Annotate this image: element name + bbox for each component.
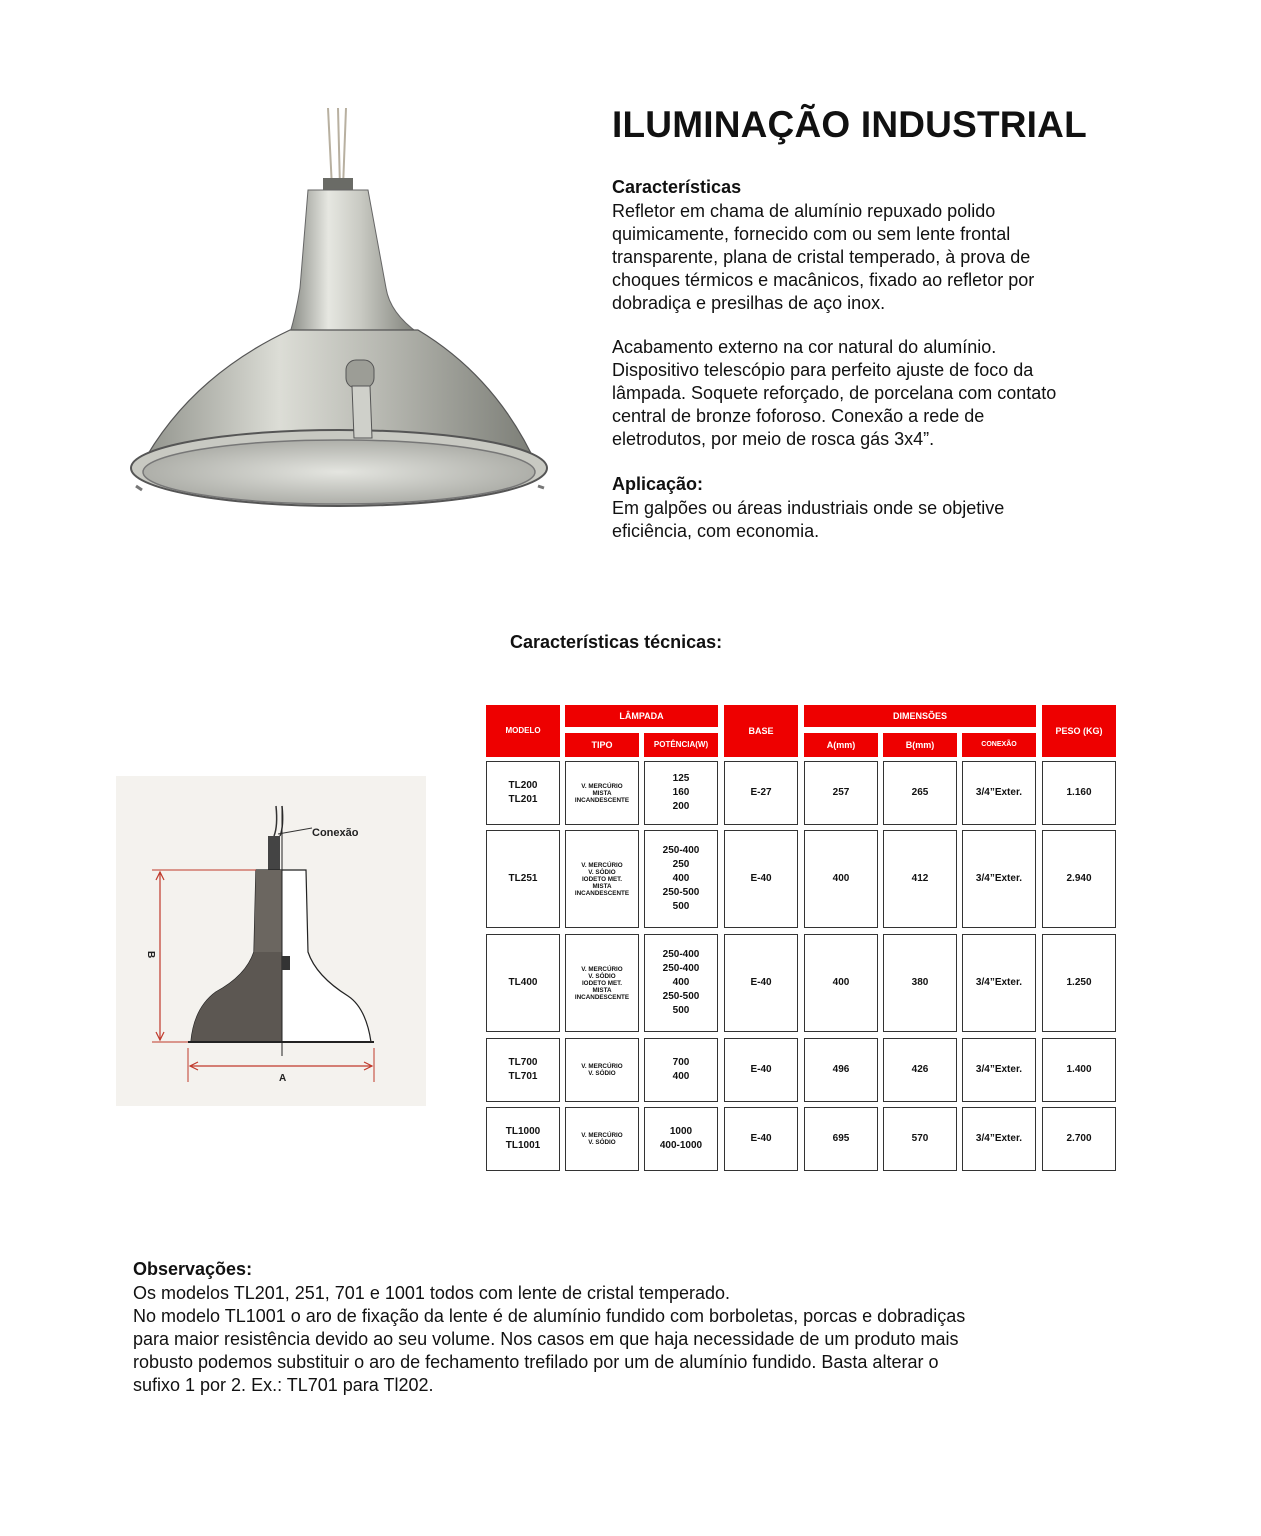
potencia-value: 400 [672,977,690,988]
cell-potencia [644,1038,718,1102]
cell-potencia [644,830,718,928]
header-lampada: LÂMPADA [565,705,718,727]
cell-tipo [565,1107,639,1171]
potencia-value: 250 [672,859,690,870]
potencia-value: 250-400 [662,963,700,974]
text-line: para maior resistência devido ao seu volume. Nos casos em que haja necessidade de um produto mais [133,1329,959,1349]
tipo-value: V. SÓDIO [588,972,616,980]
potencia-value: 1000 [669,1126,693,1137]
tipo-value: IODETO MET. [581,979,623,987]
potencia-value: 160 [672,787,690,798]
cell-modelo [486,934,560,1032]
cell-peso: 1.160 [1042,761,1116,825]
aplicacao-paragraph [612,497,1172,543]
header-conexao: CONEXÃO [962,733,1036,757]
cell-tipo [565,934,639,1032]
potencia-value: 500 [672,901,690,912]
cell-potencia [644,934,718,1032]
cell-tipo [565,761,639,825]
text-line: sufixo 1 por 2. Ex.: TL701 para Tl202. [133,1375,434,1395]
cell-conexao: 3/4”Exter. [962,761,1036,825]
modelo-value: TL1000 [505,1126,541,1137]
cell-conexao: 3/4”Exter. [962,1038,1036,1102]
header-peso: PESO (KG) [1042,705,1116,757]
cell-conexao: 3/4”Exter. [962,934,1036,1032]
modelo-value: TL201 [508,794,538,805]
potencia-value: 400 [672,873,690,884]
cell-modelo [486,761,560,825]
cell-a: 257 [804,761,878,825]
header-a: A(mm) [804,733,878,757]
text-line: Dispositivo telescópio para perfeito ajuste de foco da [612,360,1034,380]
potencia-value: 250-500 [662,991,700,1002]
tipo-value: MISTA [592,789,612,797]
text-line: eletrodutos, por meio de rosca gás 3x4”. [612,429,935,449]
potencia-value: 400-1000 [659,1140,703,1151]
cell-tipo [565,830,639,928]
cell-b: 426 [883,1038,957,1102]
cell-base: E-27 [724,761,798,825]
cell-peso: 2.940 [1042,830,1116,928]
potencia-value: 400 [672,1071,690,1082]
cell-peso: 1.400 [1042,1038,1116,1102]
tipo-value: V. MERCÚRIO [581,965,623,973]
text-line: Em galpões ou áreas industriais onde se objetive [612,498,1005,518]
cell-potencia [644,761,718,825]
tipo-value: V. SÓDIO [588,1139,616,1146]
cell-b: 412 [883,830,957,928]
tipo-value: INCANDESCENTE [574,889,630,897]
tipo-value: V. MERCÚRIO [581,1063,623,1070]
cell-b: 570 [883,1107,957,1171]
potencia-value: 250-400 [662,845,700,856]
cell-peso: 2.700 [1042,1107,1116,1171]
tipo-value: V. SÓDIO [588,868,616,876]
potencia-value: 250-400 [662,949,700,960]
modelo-value: TL700 [508,1057,538,1068]
cell-tipo [565,1038,639,1102]
conexao-label: Conexão [312,827,359,839]
tipo-value: MISTA [592,882,612,890]
cell-conexao: 3/4”Exter. [962,1107,1036,1171]
potencia-value: 500 [672,1005,690,1016]
modelo-value: TL251 [508,873,538,884]
caracteristicas-paragraph-1 [612,200,1172,315]
text-line: robusto podemos substituir o aro de fechamento trefilado por um de alumínio fundido. Basta alterar o [133,1352,939,1372]
text-line: Os modelos TL201, 251, 701 e 1001 todos com lente de cristal temperado. [133,1283,731,1303]
cell-a: 496 [804,1038,878,1102]
text-line: eficiência, com economia. [612,521,820,541]
tipo-value: V. MERCÚRIO [581,1132,623,1139]
dimension-diagram [116,776,426,1106]
cell-conexao: 3/4”Exter. [962,830,1036,928]
text-line: transparente, plana de cristal temperado, à prova de [612,247,1031,267]
tipo-value: V. MERCÚRIO [581,782,623,790]
potencia-value: 700 [672,1057,690,1068]
cell-a: 400 [804,934,878,1032]
cell-a: 695 [804,1107,878,1171]
cell-a: 400 [804,830,878,928]
text-line: quimicamente, fornecido com ou sem lente frontal [612,224,1011,244]
tipo-value: IODETO MET. [581,875,623,883]
text-line: Refletor em chama de alumínio repuxado polido [612,201,996,221]
cell-modelo [486,830,560,928]
dimension-a-label: A [279,1073,287,1084]
tipo-value: V. SÓDIO [588,1070,616,1077]
cell-base: E-40 [724,1038,798,1102]
header-modelo: MODELO [486,705,560,757]
caracteristicas-paragraph-2 [612,336,1172,451]
caracteristicas-heading: Características [612,177,742,197]
cell-b: 265 [883,761,957,825]
modelo-value: TL200 [508,780,538,791]
text-line: choques térmicos e macânicos, fixado ao refletor por [612,270,1035,290]
tipo-value: V. MERCÚRIO [581,861,623,869]
cell-peso: 1.250 [1042,934,1116,1032]
potencia-value: 250-500 [662,887,700,898]
page-title: ILUMINAÇÃO INDUSTRIAL [612,104,1087,145]
potencia-value: 125 [672,773,690,784]
text-line: central de bronze foforoso. Conexão a rede de [612,406,985,426]
cell-base: E-40 [724,830,798,928]
text-line: No modelo TL1001 o aro de fixação da lente é de alumínio fundido com borboletas, porcas e dobradiças [133,1306,966,1326]
cell-potencia [644,1107,718,1171]
cell-base: E-40 [724,1107,798,1171]
cell-base: E-40 [724,934,798,1032]
potencia-value: 200 [672,801,690,812]
header-potencia: POTÊNCIA(W) [644,733,718,757]
tipo-value: MISTA [592,986,612,994]
modelo-value: TL701 [508,1071,538,1082]
cell-b: 380 [883,934,957,1032]
header-tipo: TIPO [565,733,639,757]
lamp-photo [128,108,552,548]
tipo-value: INCANDESCENTE [574,796,630,804]
cell-modelo [486,1107,560,1171]
observacoes-text [133,1282,1143,1397]
text-line: Acabamento externo na cor natural do alumínio. [612,337,997,357]
header-base: BASE [724,705,798,757]
modelo-value: TL400 [508,977,538,988]
observacoes-heading: Observações: [133,1259,253,1279]
dimension-b-label: B [145,951,156,959]
text-line: dobradiça e presilhas de aço inox. [612,293,886,313]
cell-modelo [486,1038,560,1102]
header-b: B(mm) [883,733,957,757]
tech-title: Características técnicas: [510,632,723,652]
modelo-value: TL1001 [505,1140,541,1151]
tipo-value: INCANDESCENTE [574,993,630,1001]
header-dimensoes: DIMENSÕES [804,705,1036,727]
text-line: lâmpada. Soquete reforçado, de porcelana com contato [612,383,1057,403]
aplicacao-heading: Aplicação: [612,474,704,494]
